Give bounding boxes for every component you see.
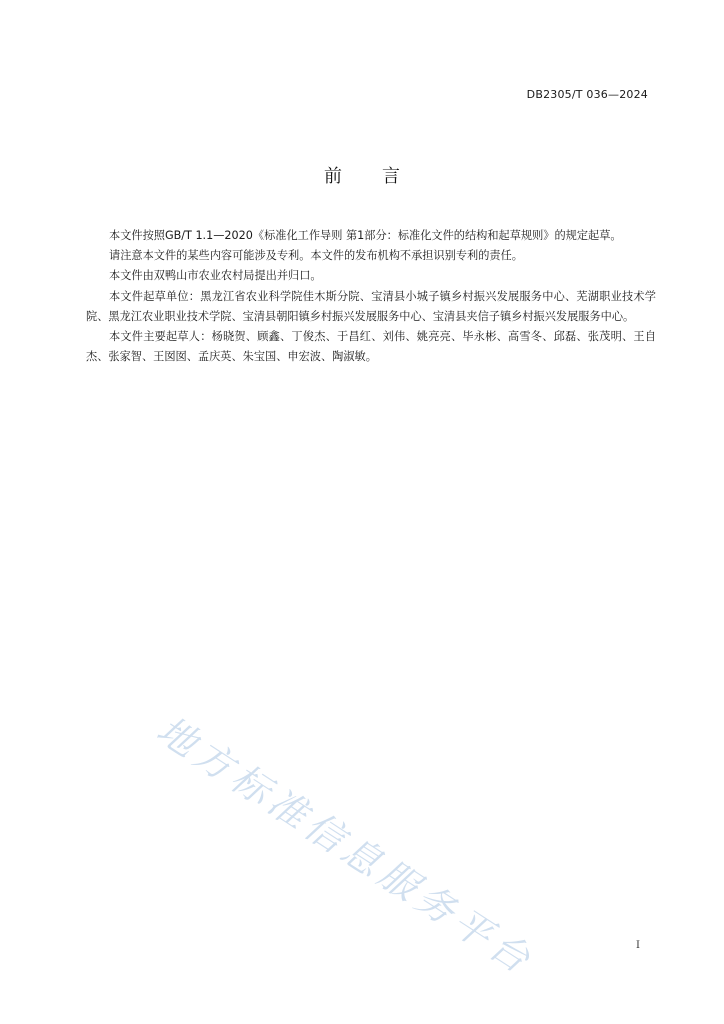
paragraph-standard-basis: 本文件按照GB/T 1.1—2020《标准化工作导则 第1部分：标准化文件的结构和起草规则》的规定起草。 [109, 229, 622, 242]
page-title [0, 162, 724, 188]
foreword-body [86, 226, 656, 367]
title-char-2: 言 [382, 166, 400, 187]
paragraph-drafters: 本文件主要起草人：杨晓贺、顾鑫、丁俊杰、于昌红、刘伟、姚亮亮、毕永彬、高雪冬、邱磊、张茂明、王自杰、张家智、王囡囡、孟庆英、朱宝国、申宏波、陶淑敏。 [86, 330, 656, 364]
paragraph-drafting-units: 本文件起草单位：黑龙江省农业科学院佳木斯分院、宝清县小城子镇乡村振兴发展服务中心、芜湖职业技术学院、黑龙江农业职业技术学院、宝清县朝阳镇乡村振兴发展服务中心、宝清县夹信子镇乡村振兴发展服务中心。 [86, 289, 656, 323]
title-char-1: 前 [324, 166, 342, 187]
page-number: I [636, 940, 640, 951]
paragraph-proposer: 本文件由双鸭山市农业农村局提出并归口。 [109, 269, 322, 283]
paragraph-patent-notice: 请注意本文件的某些内容可能涉及专利。本文件的发布机构不承担识别专利的责任。 [109, 249, 523, 263]
watermark-text: 地方标准信息服务平台 [149, 707, 543, 985]
document-code: DB2305/T 036—2024 [526, 88, 648, 101]
